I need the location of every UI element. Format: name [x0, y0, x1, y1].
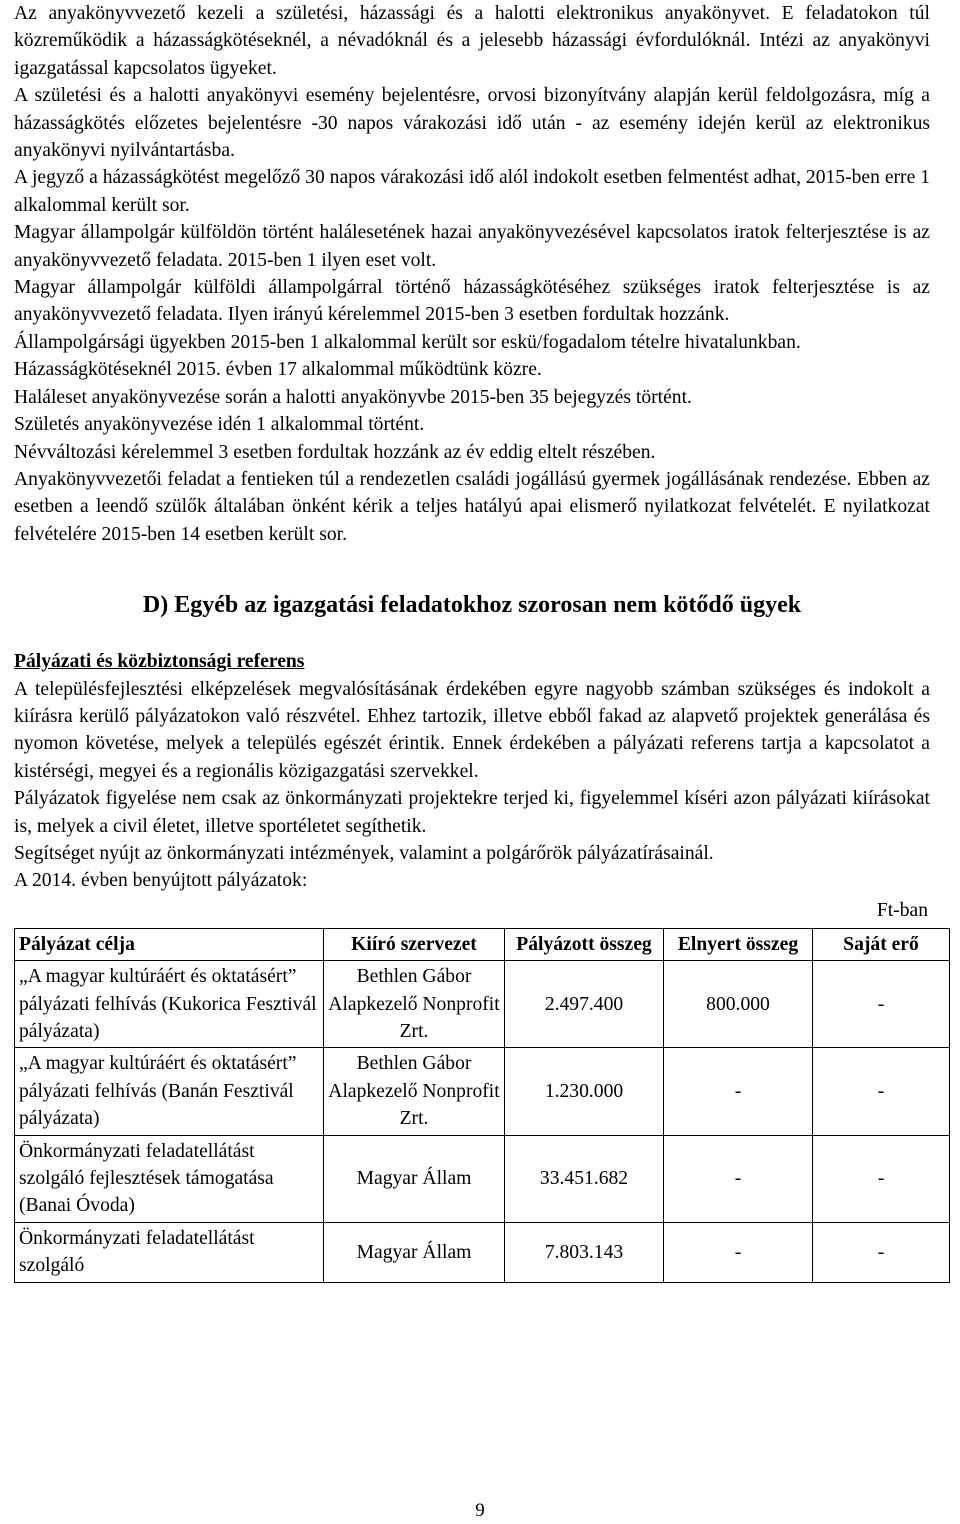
cell-purpose: „A magyar kultúráért és oktatásért” pályázati felhívás (Banán Fesztivál pályázata) — [15, 1048, 324, 1135]
header-requested: Pályázott összeg — [505, 928, 664, 960]
table-row — [15, 961, 950, 1048]
cell-requested: 1.230.000 — [505, 1048, 664, 1135]
cell-won: 800.000 — [664, 961, 813, 1048]
cell-issuer: Bethlen Gábor Alapkezelő Nonprofit Zrt. — [324, 961, 505, 1048]
paragraph: Állampolgársági ügyekben 2015-ben 1 alkalommal került sor eskü/fogadalom tételre hivatalunkban. — [14, 331, 801, 353]
cell-own: - — [813, 1222, 950, 1282]
document-page — [14, 0, 930, 1283]
cell-own: - — [813, 1135, 950, 1222]
table-header-row — [15, 928, 950, 960]
cell-purpose: Önkormányzati feladatellátást szolgáló — [15, 1222, 324, 1282]
paragraph: A születési és a halotti anyakönyvi esemény bejelentésre, orvosi bizonyítvány alapján kerül feldolgozásra, míg a házasságkötés előzetes bejelentésre -30 napos várakozási idő után - az esemény idején kerül az elektronikus anyakönyvi nyilvántartásba. — [14, 85, 930, 162]
subheading: Pályázati és közbiztonsági referens — [14, 651, 305, 673]
cell-purpose: „A magyar kultúráért és oktatásért” pályázati felhívás (Kukorica Fesztivál pályázata) — [15, 961, 324, 1048]
header-own: Saját erő — [813, 928, 950, 960]
cell-issuer: Magyar Állam — [324, 1135, 505, 1222]
table-row — [15, 1135, 950, 1222]
registrar-section — [14, 0, 930, 548]
cell-own: - — [813, 1048, 950, 1135]
paragraph: Magyar állampolgár külföldön történt halálesetének hazai anyakönyvezésével kapcsolatos iratok felterjesztése is az anyakönyvvezető feladata. 2015-ben 1 ilyen eset volt. — [14, 222, 930, 271]
paragraph: Haláleset anyakönyvezése során a halotti anyakönyvbe 2015-ben 35 bejegyzés történt. — [14, 386, 692, 408]
currency-unit-label: Ft-ban — [876, 899, 928, 921]
header-purpose: Pályázat célja — [15, 928, 324, 960]
paragraph: Magyar állampolgár külföldi állampolgárral történő házasságkötéséhez szükséges iratok felterjesztése is az anyakönyvvezető feladata. Ilyen irányú kérelemmel 2015-ben 3 esetben fordultak hozzánk. — [14, 277, 930, 326]
cell-requested: 33.451.682 — [505, 1135, 664, 1222]
page-number: 9 — [475, 1500, 485, 1521]
cell-won: - — [664, 1222, 813, 1282]
paragraph: Segítséget nyújt az önkormányzati intézmények, valamint a polgárőrök pályázatírásainál. — [14, 842, 714, 864]
paragraph: Házasságkötéseknél 2015. évben 17 alkalommal működtünk közre. — [14, 359, 542, 381]
paragraph: A jegyző a házasságkötést megelőző 30 napos várakozási idő alól indokolt esetben felmentést adhat, 2015-ben erre 1 alkalommal került sor. — [14, 167, 930, 216]
paragraph: A településfejlesztési elképzelések megvalósításának érdekében egyre nagyobb számban szükséges és indokolt a kiírásra kerülő pályázatokon való részvétel. Ehhez tartozik, illetve ebből fakad az alapvető projektek generálása és nyomon követése, melyek a település egészét érintik. Ennek érdekében a pályázati referens tartja a kapcsolatot a kistérségi, megyei és a regionális közigazgatási szervekkel. — [14, 678, 930, 782]
cell-issuer: Magyar Állam — [324, 1222, 505, 1282]
cell-own: - — [813, 961, 950, 1048]
header-issuer: Kiíró szervezet — [324, 928, 505, 960]
table-row — [15, 1222, 950, 1282]
header-won: Elnyert összeg — [664, 928, 813, 960]
table-row — [15, 1048, 950, 1135]
grants-section — [14, 648, 930, 895]
cell-requested: 7.803.143 — [505, 1222, 664, 1282]
cell-purpose: Önkormányzati feladatellátást szolgáló fejlesztések támogatása (Banai Óvoda) — [15, 1135, 324, 1222]
section-title: D) Egyéb az igazgatási feladatokhoz szorosan nem kötődő ügyek — [142, 592, 802, 619]
grants-table — [14, 928, 950, 1283]
cell-won: - — [664, 1048, 813, 1135]
paragraph: Az anyakönyvvezető kezeli a születési, házassági és a halotti elektronikus anyakönyvet. E feladatokon túl közreműködik a házasságkötéseknél, a névadóknál és a jelesebb házassági évfordulóknál. Intézi az anyakönyvi igazgatással kapcsolatos ügyeket. — [14, 3, 930, 79]
paragraph: Születés anyakönyvezése idén 1 alkalommal történt. — [14, 414, 425, 436]
paragraph: A 2014. évben benyújtott pályázatok: — [14, 870, 308, 892]
paragraph: Névváltozási kérelemmel 3 esetben fordultak hozzánk az év eddig eltelt részében. — [14, 441, 656, 463]
paragraph: Pályázatok figyelése nem csak az önkormányzati projektekre terjed ki, figyelemmel kíséri azon pályázati kiírásokat is, melyek a civil életet, illetve sportéletet segíthetik. — [14, 788, 930, 837]
cell-issuer: Bethlen Gábor Alapkezelő Nonprofit Zrt. — [324, 1048, 505, 1135]
cell-won: - — [664, 1135, 813, 1222]
paragraph: Anyakönyvvezetői feladat a fentieken túl a rendezetlen családi jogállású gyermek jogállásának rendezése. Ebben az esetben a leendő szülők általában önként kérik a teljes hatályú apai elismerő nyilatkozat felvételét. E nyilatkozat felvételére 2015-ben 14 esetben került sor. — [14, 468, 930, 545]
cell-requested: 2.497.400 — [505, 961, 664, 1048]
